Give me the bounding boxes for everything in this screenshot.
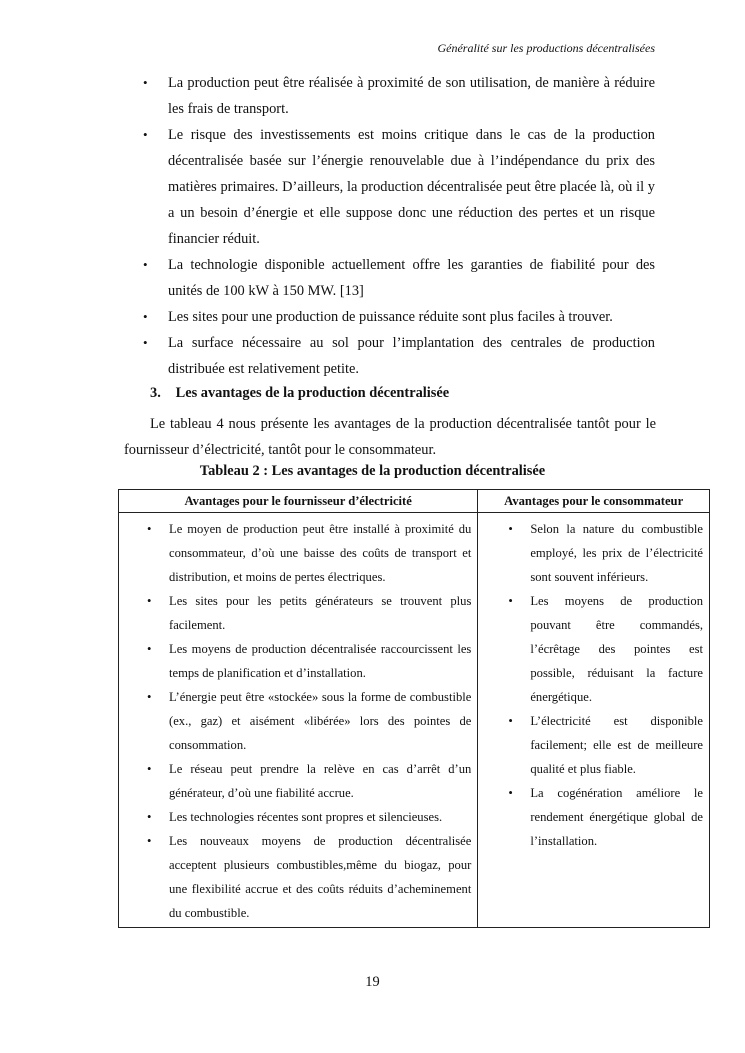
bullet-icon: •	[508, 594, 513, 608]
supplier-column-header: Avantages pour le fournisseur d’électricité	[119, 490, 478, 513]
list-item-text: Les moyens de production pouvant être commandés, l’écrêtage des pointes est possible, réduisant la facture énergétique.	[530, 594, 703, 704]
bullet-icon: •	[143, 257, 148, 272]
bullet-icon: •	[143, 127, 148, 142]
list-item	[478, 589, 709, 709]
list-item-text: L’énergie peut être «stockée» sous la forme de combustible (ex., gaz) et aisément «libérée» lors des pointes de consommation.	[169, 690, 472, 752]
consumer-advantages-list	[478, 513, 709, 853]
list-item-text: Le moyen de production peut être installé à proximité du consommateur, d’où une baisse des coûts de transport et distribution, et moins de pertes électriques.	[169, 522, 472, 584]
list-item-text: Le risque des investissements est moins critique dans le cas de la production décentralisée basée sur l’énergie renouvelable due à l’indépendance du prix des matières primaires. D’ailleurs, la production décentralisée peut être placée là, où il y a un besoin d’énergie et elle suppose donc une réduction des pertes et un risque financier réduit.	[168, 127, 655, 247]
intro-paragraph: Le tableau 4 nous présente les avantages de la production décentralisée tantôt pour le fournisseur d’électricité, tantôt pour le consommateur.	[124, 416, 656, 458]
list-item	[119, 685, 477, 757]
list-item	[478, 709, 709, 781]
list-item-text: Les sites pour les petits générateurs se trouvent plus facilement.	[169, 594, 472, 632]
list-item-text: Les sites pour une production de puissance réduite sont plus faciles à trouver.	[168, 309, 613, 325]
list-item-text: La production peut être réalisée à proximité de son utilisation, de manière à réduire les frais de transport.	[168, 75, 655, 117]
list-item	[478, 781, 709, 853]
bullet-icon: •	[147, 762, 152, 776]
list-item	[0, 330, 745, 382]
list-item-text: Le réseau peut prendre la relève en cas d’arrêt d’un générateur, d’où une fiabilité accrue.	[169, 762, 472, 800]
advantages-bullet-list	[0, 70, 745, 382]
list-item	[478, 517, 709, 589]
list-item-text: Les nouveaux moyens de production décentralisée acceptent plusieurs combustibles,même du biogaz, pour une flexibilité accrue et des coûts réduits d’acheminement du combustible.	[169, 834, 472, 920]
list-item	[0, 70, 745, 122]
list-item-text: L’électricité est disponible facilement; elle est de meilleure qualité et plus fiable.	[530, 714, 703, 776]
advantages-table	[118, 489, 710, 928]
list-item	[0, 304, 745, 330]
list-item-text: Les moyens de production décentralisée raccourcissent les temps de planification et d’installation.	[169, 642, 472, 680]
bullet-icon: •	[147, 642, 152, 656]
bullet-icon: •	[143, 309, 148, 324]
consumer-column-header: Avantages pour le consommateur	[478, 490, 710, 513]
running-header: Généralité sur les productions décentralisées	[437, 41, 655, 55]
bullet-icon: •	[508, 786, 513, 800]
list-item-text: La technologie disponible actuellement offre les garanties de fiabilité pour des unités de 100 kW à 150 MW. [13]	[168, 257, 655, 299]
bullet-icon: •	[508, 714, 513, 728]
bullet-icon: •	[147, 690, 152, 704]
bullet-icon: •	[147, 834, 152, 848]
section-title: Les avantages de la production décentralisée	[175, 385, 450, 401]
bullet-icon: •	[508, 522, 513, 536]
table-caption: Tableau 2 : Les avantages de la production décentralisée	[199, 463, 546, 479]
list-item-text: Les technologies récentes sont propres et silencieuses.	[169, 810, 443, 824]
list-item	[0, 252, 745, 304]
list-item	[119, 805, 477, 829]
list-item	[0, 122, 745, 252]
list-item	[119, 637, 477, 685]
bullet-icon: •	[143, 335, 148, 350]
list-item	[119, 829, 477, 925]
list-item-text: La cogénération améliore le rendement énergétique global de l’installation.	[530, 786, 703, 848]
bullet-icon: •	[147, 810, 152, 824]
section-heading	[150, 385, 449, 402]
bullet-icon: •	[147, 594, 152, 608]
supplier-advantages-list	[119, 513, 477, 927]
section-number: 3.	[150, 385, 161, 401]
page-number: 19	[365, 974, 380, 990]
table-header-row	[119, 490, 710, 513]
bullet-icon: •	[147, 522, 152, 536]
list-item-text: Selon la nature du combustible employé, les prix de l’électricité sont souvent inférieurs.	[530, 522, 703, 584]
list-item-text: La surface nécessaire au sol pour l’implantation des centrales de production distribuée est relativement petite.	[168, 335, 655, 377]
list-item	[119, 589, 477, 637]
table-row	[119, 513, 710, 928]
list-item	[119, 757, 477, 805]
list-item	[119, 517, 477, 589]
bullet-icon: •	[143, 75, 148, 90]
supplier-advantages-cell	[119, 513, 478, 928]
consumer-advantages-cell	[478, 513, 710, 928]
